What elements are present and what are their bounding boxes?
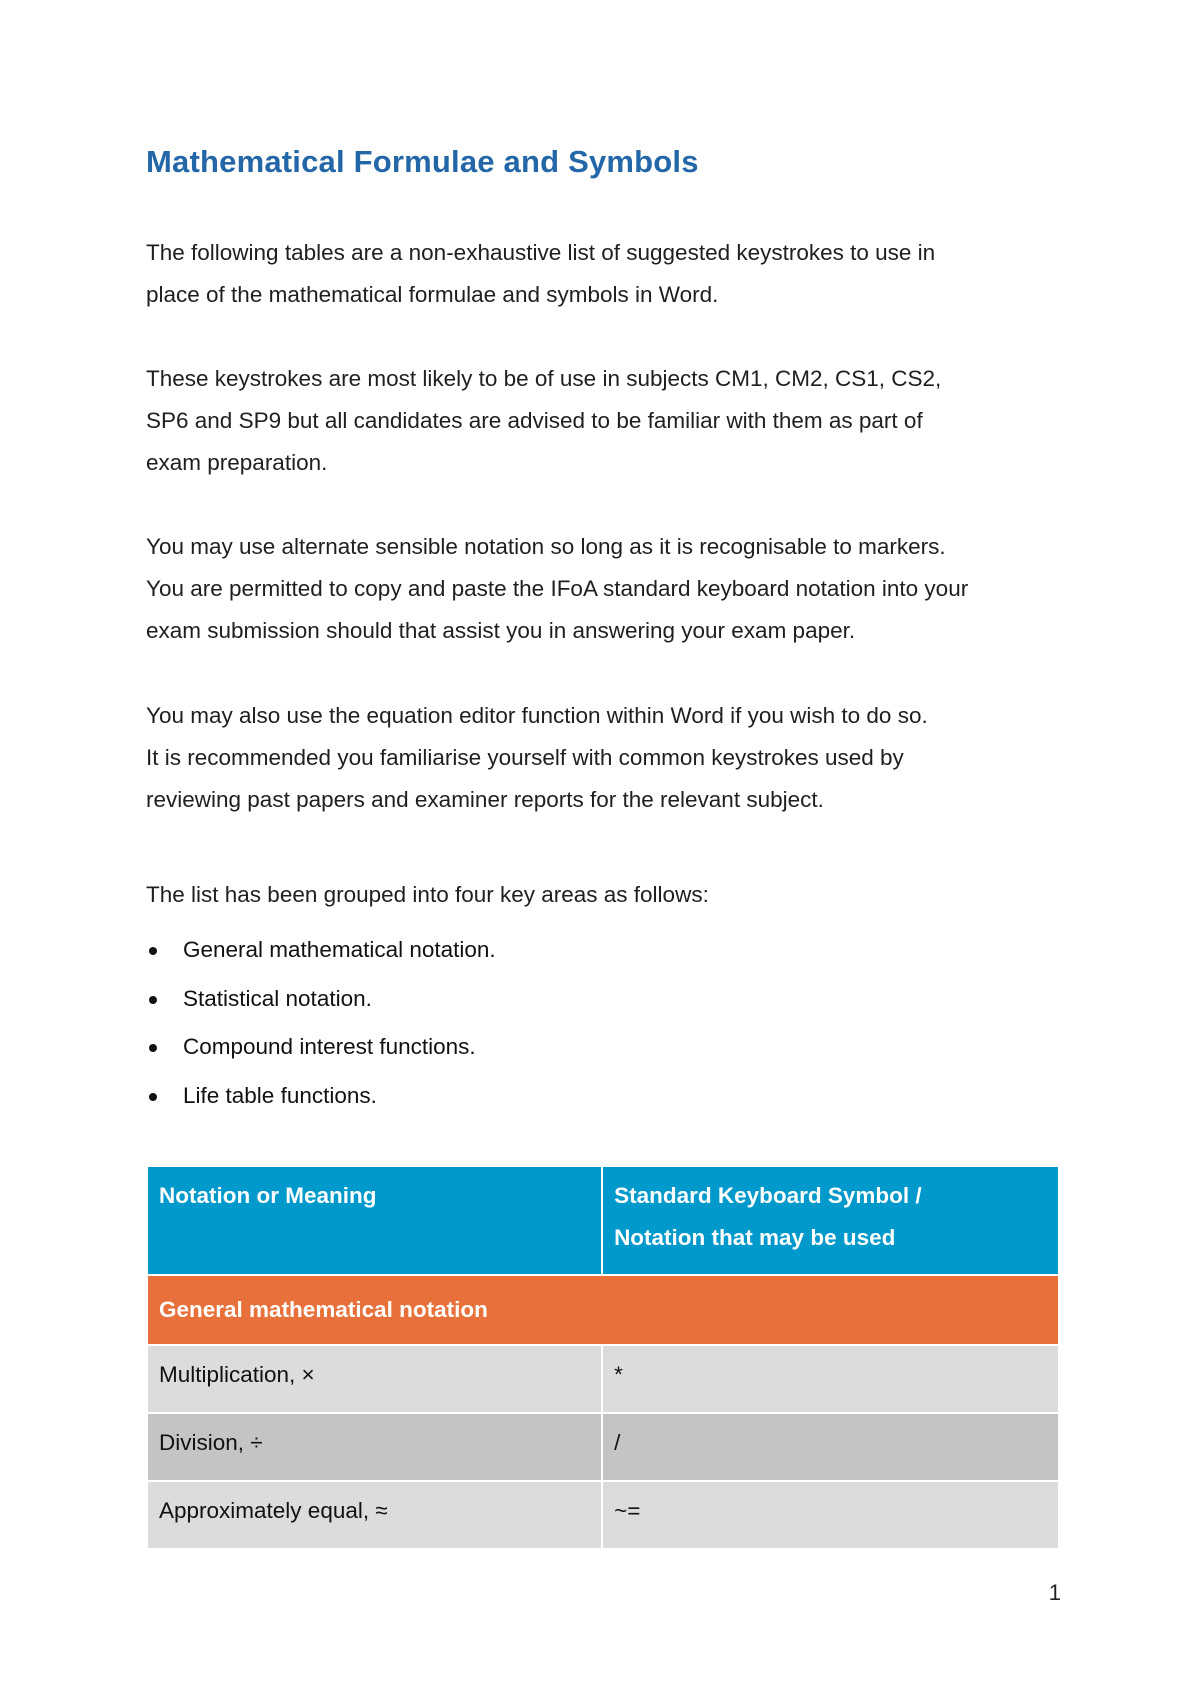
text-line: These keystrokes are most likely to be of use in subjects CM1, CM2, CS1, CS2, [146, 366, 942, 391]
list-item [146, 1023, 496, 1072]
header-cell-meaning [147, 1166, 602, 1275]
notation-paragraph [146, 526, 1061, 652]
page-number: 1 [1048, 1580, 1061, 1605]
table-header-row [147, 1166, 1059, 1275]
key-areas-list [146, 926, 496, 1120]
text-line: SP6 and SP9 but all candidates are advised to be familiar with them as part of [146, 408, 923, 433]
text-line: You may use alternate sensible notation so long as it is recognisable to markers. [146, 534, 946, 559]
header-label: Standard Keyboard Symbol / [614, 1183, 922, 1208]
symbol-cell: ~= [602, 1481, 1059, 1549]
header-label: Notation or Meaning [159, 1183, 377, 1208]
section-cell [147, 1275, 1059, 1345]
text-line: exam preparation. [146, 450, 328, 475]
symbol-cell: * [602, 1345, 1059, 1413]
text-line: place of the mathematical formulae and symbols in Word. [146, 282, 719, 307]
meaning-cell: Approximately equal, ≈ [147, 1481, 602, 1549]
header-label: Notation that may be used [614, 1225, 896, 1250]
meaning-cell: Multiplication, × [147, 1345, 602, 1413]
section-label: General mathematical notation [159, 1297, 488, 1322]
bullet-icon [149, 996, 157, 1004]
text-line: You may also use the equation editor function within Word if you wish to do so. [146, 703, 928, 728]
intro-paragraph [146, 232, 1061, 316]
notation-table [146, 1165, 1060, 1550]
list-item-text: Statistical notation. [183, 985, 372, 1011]
meaning-cell: Division, ÷ [147, 1413, 602, 1481]
list-item [146, 926, 496, 975]
list-item-text: Compound interest functions. [183, 1034, 476, 1059]
table-row [147, 1481, 1059, 1549]
bullet-icon [149, 1044, 157, 1052]
text-line: exam submission should that assist you in answering your exam paper. [146, 618, 856, 643]
text-line: reviewing past papers and examiner reports for the relevant subject. [146, 787, 824, 812]
list-item-text: Life table functions. [183, 1082, 377, 1108]
text-line: The following tables are a non-exhaustive list of suggested keystrokes to use in [146, 240, 936, 265]
table-row [147, 1345, 1059, 1413]
text-line: It is recommended you familiarise yourself with common keystrokes used by [146, 745, 904, 770]
list-item [146, 1072, 496, 1121]
table-row [147, 1413, 1059, 1481]
header-cell-symbol [602, 1166, 1059, 1275]
text-line: You are permitted to copy and paste the IFoA standard keyboard notation into your [146, 576, 969, 601]
list-item-text: General mathematical notation. [183, 937, 496, 962]
bullet-icon [149, 1093, 157, 1101]
document-title: Mathematical Formulae and Symbols [146, 144, 699, 179]
table-section-row [147, 1275, 1059, 1345]
list-item [146, 975, 496, 1024]
text-line: The list has been grouped into four key areas as follows: [146, 882, 709, 907]
equation-editor-paragraph [146, 695, 1061, 821]
document-page [146, 0, 1061, 1696]
bullet-icon [149, 947, 157, 955]
list-intro-paragraph [146, 874, 1061, 916]
symbol-cell: / [602, 1413, 1059, 1481]
subjects-paragraph [146, 358, 1061, 484]
